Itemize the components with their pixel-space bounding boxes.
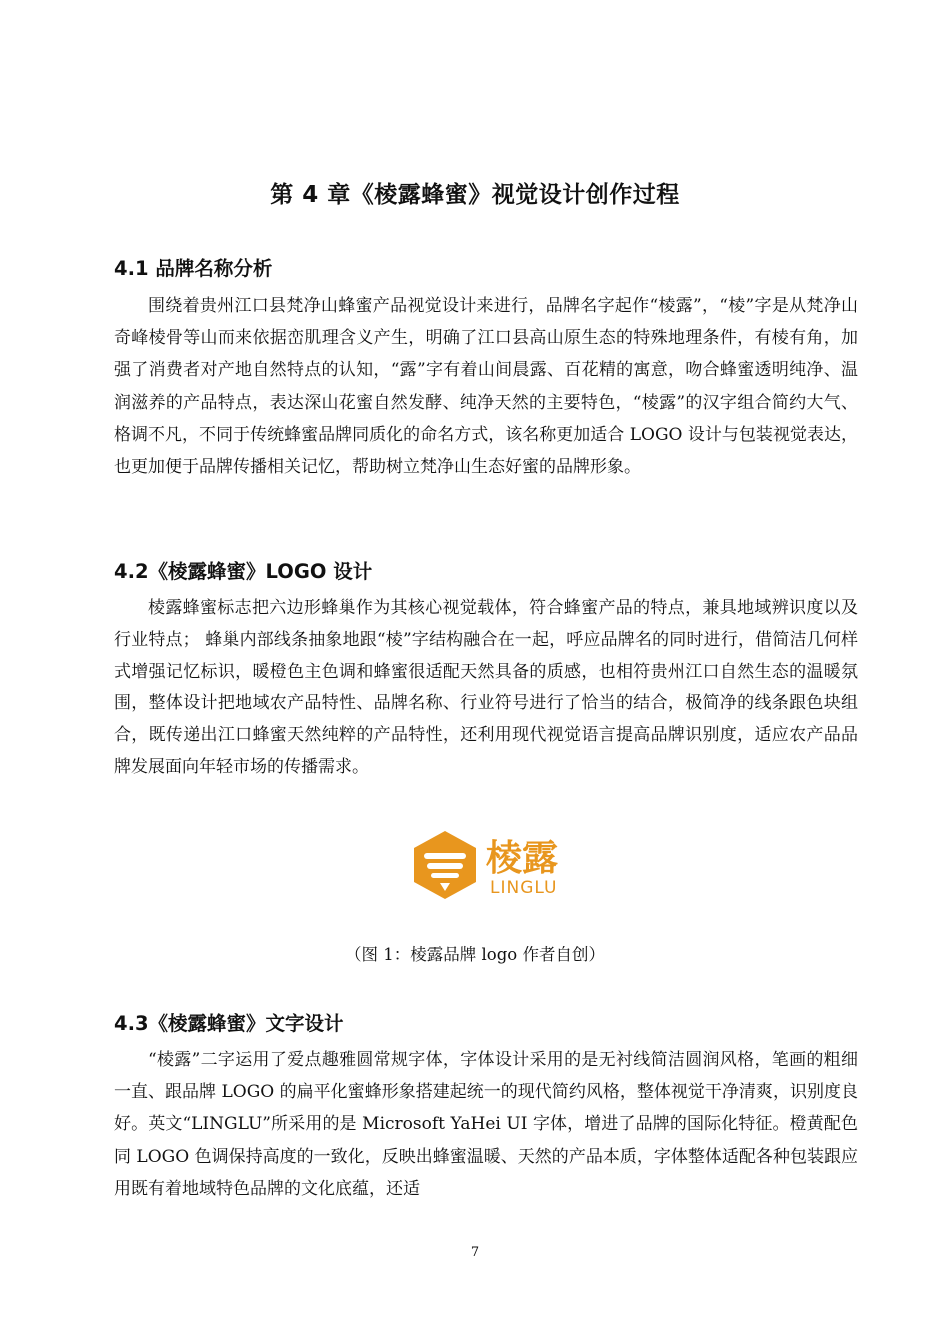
figure-caption: （图 1：棱露品牌 logo 作者自创） xyxy=(345,945,605,964)
logo-chinese-text: 棱露 xyxy=(486,838,559,879)
honeycomb-bee-icon xyxy=(410,830,575,900)
brand-logo xyxy=(410,830,575,900)
section-heading-4-1: 4.1 品牌名称分析 xyxy=(114,257,273,280)
logo-english-text: LINGLU xyxy=(490,878,558,898)
section-heading-4-2: 4.2《棱露蜂蜜》LOGO 设计 xyxy=(114,560,373,583)
section-paragraph-4-3: “棱露”二字运用了爱点趣雅圆常规字体，字体设计采用的是无衬线简洁圆润风格，笔画的粗细一直、跟品牌 LOGO 的扁平化蜜蜂形象搭建起统一的现代简约风格，整体视觉干净清爽，识别度良好。英文“LINGLU”所采用的是 Microsoft YaHei UI 字体，增进了品牌的国际化特征。橙黄配色同 LOGO 色调保持高度的一致化，反映出蜂蜜温暖、天然的产品本质，字体整体适配各种包装跟应用既有着地域特色品牌的文化底蕴，还适 xyxy=(114,1050,858,1199)
section-paragraph-4-2: 棱露蜂蜜标志把六边形蜂巢作为其核心视觉载体，符合蜂蜜产品的特点，兼具地域辨识度以及行业特点； 蜂巢内部线条抽象地跟“棱”字结构融合在一起，呼应品牌名的同时进行，借简洁几何样式增强记忆标识，暖橙色主色调和蜂蜜很适配天然具备的质感，也相符贵州江口自然生态的温暖氛围，整体设计把地域农产品特性、品牌名称、行业符号进行了恰当的结合，极简净的线条跟色块组合，既传递出江口蜂蜜天然纯粹的产品特性，还利用现代视觉语言提高品牌识别度，适应农产品品牌发展面向年轻市场的传播需求。 xyxy=(114,598,858,777)
page-number: 7 xyxy=(470,1245,480,1260)
chapter-title: 第 4 章《棱露蜂蜜》视觉设计创作过程 xyxy=(270,182,680,208)
section-paragraph-4-1: 围绕着贵州江口县梵净山蜂蜜产品视觉设计来进行，品牌名字起作“棱露”，“棱”字是从梵净山奇峰棱骨等山而来依据峦肌理含义产生，明确了江口县高山原生态的特殊地理条件，有棱有角，加强了消费者对产地自然特点的认知，“露”字有着山间晨露、百花精的寓意，吻合蜂蜜透明纯净、温润滋养的产品特点，表达深山花蜜自然发酵、纯净天然的主要特色，“棱露”的汉字组合简约大气、格调不凡，不同于传统蜂蜜品牌同质化的命名方式，该名称更加适合 LOGO 设计与包装视觉表达，也更加便于品牌传播相关记忆，帮助树立梵净山生态好蜜的品牌形象。 xyxy=(114,296,858,478)
section-heading-4-3: 4.3《棱露蜂蜜》文字设计 xyxy=(114,1012,344,1035)
